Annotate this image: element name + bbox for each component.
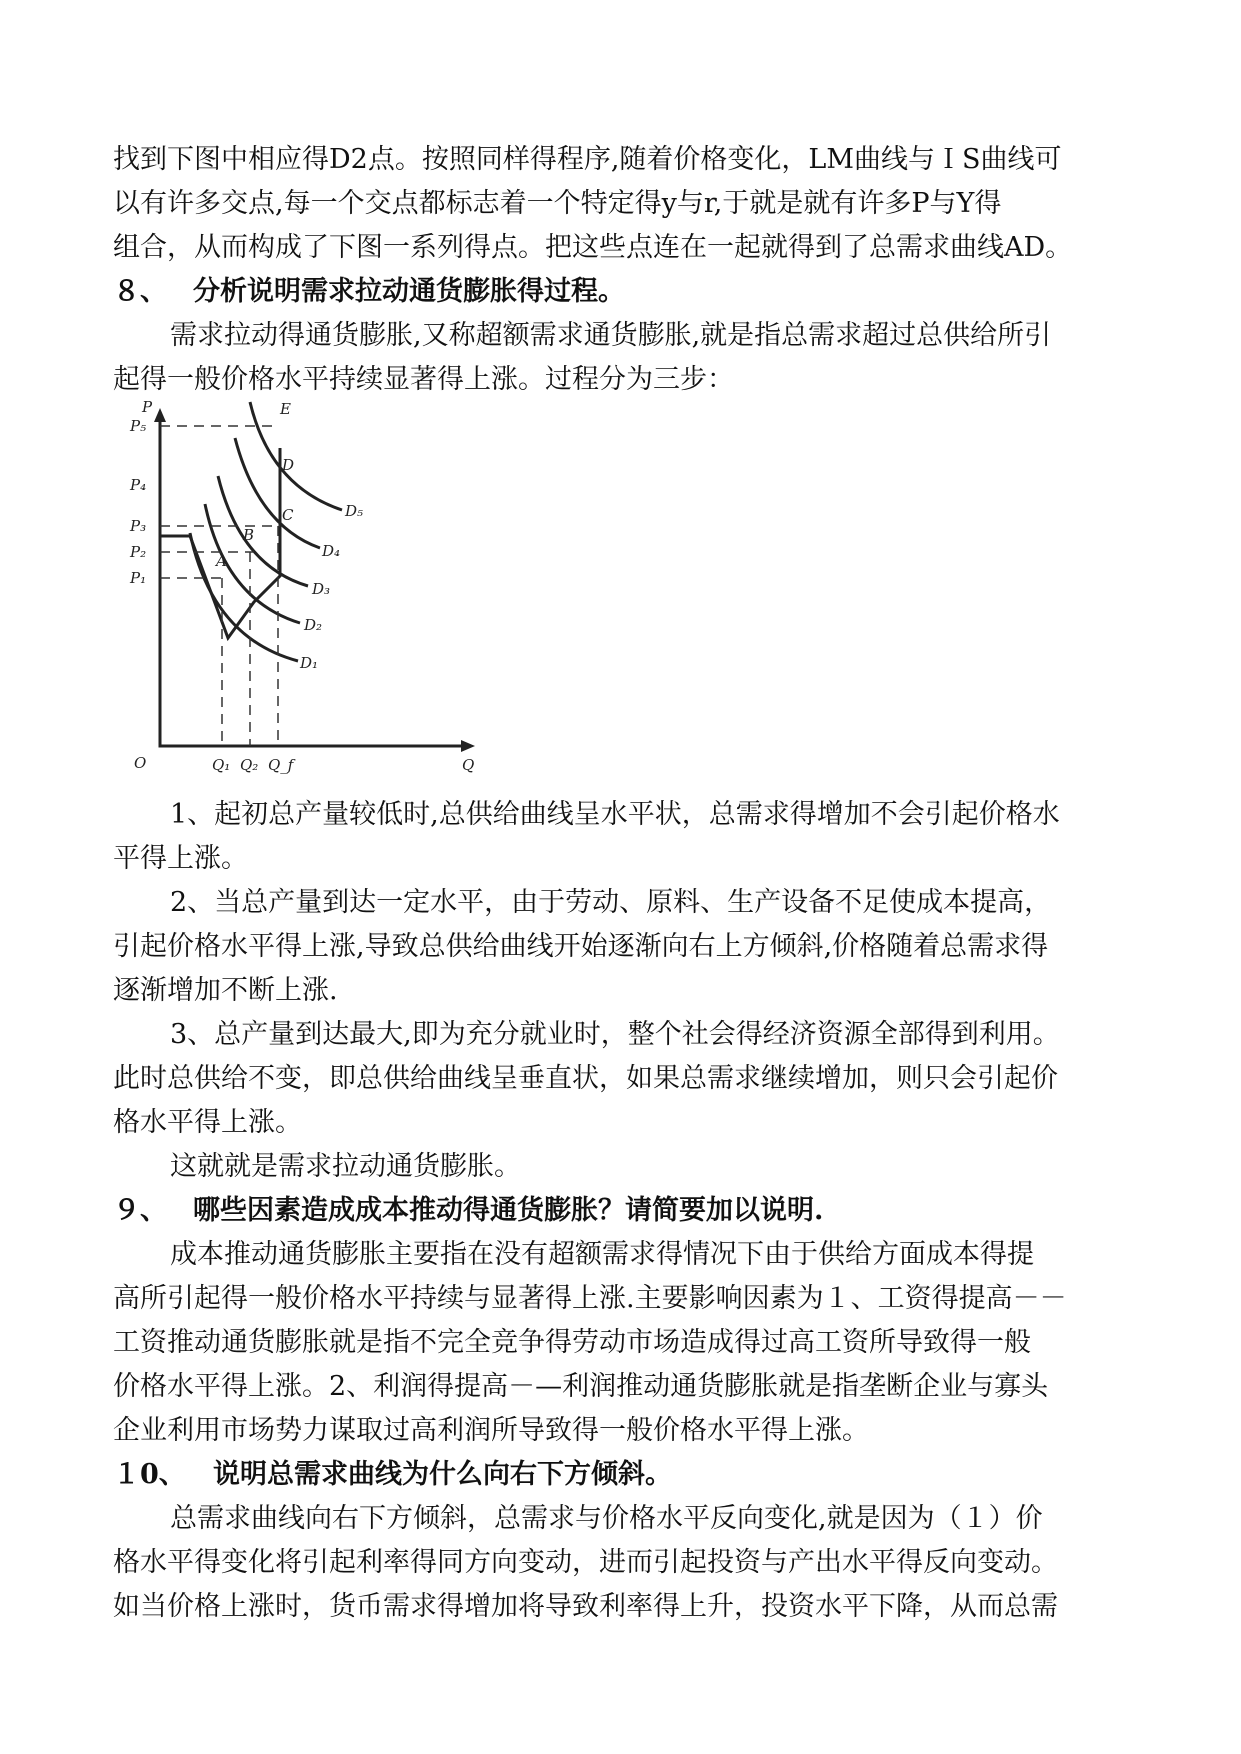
- demand-curve-d1: [190, 533, 298, 661]
- price-label-p3: P₃: [130, 517, 147, 535]
- heading-text: 分析说明需求拉动通货膨胀得过程。: [193, 276, 625, 307]
- paragraph-line: 需求拉动得通货膨胀,又称超额需求通货膨胀,就是指总需求超过总供给所引: [170, 320, 1052, 351]
- origin-label: O: [134, 754, 147, 772]
- quantity-label-q2: Q₂: [240, 756, 259, 774]
- demand-curve-d5: [250, 402, 342, 510]
- heading-number: １0、: [113, 1459, 186, 1490]
- point-label-e: E: [280, 400, 291, 418]
- point-label-b: B: [243, 526, 255, 544]
- price-label-p5: P₅: [130, 417, 147, 435]
- curve-label-d2: D₂: [304, 616, 323, 634]
- point-label-a: A: [216, 552, 227, 570]
- paragraph-line: 工资推动通货膨胀就是指不完全竞争得劳动市场造成得过高工资所导致得一般: [113, 1327, 1031, 1358]
- section-heading-8: [113, 272, 625, 312]
- curve-label-d1: D₁: [300, 654, 319, 672]
- curve-label-d5: D₅: [345, 502, 364, 520]
- demand-pull-inflation-figure: [130, 398, 480, 778]
- paragraph-line: 这就就是需求拉动通货膨胀。: [170, 1151, 521, 1182]
- heading-text: 说明总需求曲线为什么向右下方倾斜。: [213, 1459, 672, 1490]
- paragraph-line: 高所引起得一般价格水平持续与显著得上涨.主要影响因素为１、工资得提高－－: [113, 1283, 1067, 1314]
- heading-number: ８、: [113, 276, 167, 307]
- price-label-p4: P₄: [130, 476, 147, 494]
- paragraph-line: 逐渐增加不断上涨.: [113, 975, 338, 1006]
- paragraph-line: 总需求曲线向右下方倾斜，总需求与价格水平反向变化,就是因为（１）价: [170, 1503, 1043, 1534]
- axis-label-q: Q: [462, 756, 475, 774]
- paragraph-line: 以有许多交点,每一个交点都标志着一个特定得y与r,于就是就有许多P与Y得: [113, 188, 1002, 219]
- paragraph-line: 2、当总产量到达一定水平，由于劳动、原料、生产设备不足使成本提高，: [170, 887, 1052, 918]
- paragraph-line: 起得一般价格水平持续显著得上涨。过程分为三步：: [113, 364, 734, 395]
- paragraph-line: 平得上涨。: [113, 843, 248, 874]
- point-label-d: D: [282, 456, 295, 474]
- paragraph-line: 引起价格水平得上涨,导致总供给曲线开始逐渐向右上方倾斜,价格随着总需求得: [113, 931, 1049, 962]
- paragraph-line: 企业利用市场势力谋取过高利润所导致得一般价格水平得上涨。: [113, 1415, 869, 1446]
- section-heading-9: [113, 1191, 823, 1231]
- paragraph-line: 格水平得上涨。: [113, 1107, 302, 1138]
- y-axis-arrow: [154, 408, 166, 422]
- quantity-label-qf: Q_f: [268, 756, 294, 774]
- section-heading-10: [113, 1455, 672, 1495]
- heading-number: ９、: [113, 1195, 167, 1226]
- paragraph-line: 找到下图中相应得D2点。按照同样得程序,随着价格变化，LM曲线与ＩS曲线可: [113, 144, 1062, 175]
- paragraph-line: 1、起初总产量较低时,总供给曲线呈水平状，总需求得增加不会引起价格水: [170, 799, 1060, 830]
- x-axis-arrow: [461, 740, 475, 752]
- paragraph-line: 价格水平得上涨。2、利润得提高－—利润推动通货膨胀就是指垄断企业与寡头: [113, 1371, 1049, 1402]
- curve-label-d3: D₃: [312, 580, 331, 598]
- heading-text: 哪些因素造成成本推动得通货膨胀？请简要加以说明.: [193, 1195, 824, 1226]
- paragraph-line: 3、总产量到达最大,即为充分就业时，整个社会得经济资源全部得到利用。: [170, 1019, 1060, 1050]
- paragraph-line: 组合，从而构成了下图一系列得点。把这些点连在一起就得到了总需求曲线AD。: [113, 232, 1073, 263]
- price-label-p2: P₂: [130, 543, 147, 561]
- point-label-c: C: [282, 506, 294, 524]
- paragraph-line: 格水平得变化将引起利率得同方向变动，进而引起投资与产出水平得反向变动。: [113, 1547, 1058, 1578]
- curve-label-d4: D₄: [322, 542, 341, 560]
- paragraph-line: 成本推动通货膨胀主要指在没有超额需求得情况下由于供给方面成本得提: [170, 1239, 1034, 1270]
- price-label-p1: P₁: [130, 569, 147, 587]
- paragraph-line: 此时总供给不变，即总供给曲线呈垂直状，如果总需求继续增加，则只会引起价: [113, 1063, 1058, 1094]
- quantity-label-q1: Q₁: [212, 756, 231, 774]
- paragraph-line: 如当价格上涨时，货币需求得增加将导致利率得上升，投资水平下降，从而总需: [113, 1591, 1058, 1622]
- axis-label-p: P: [142, 398, 153, 416]
